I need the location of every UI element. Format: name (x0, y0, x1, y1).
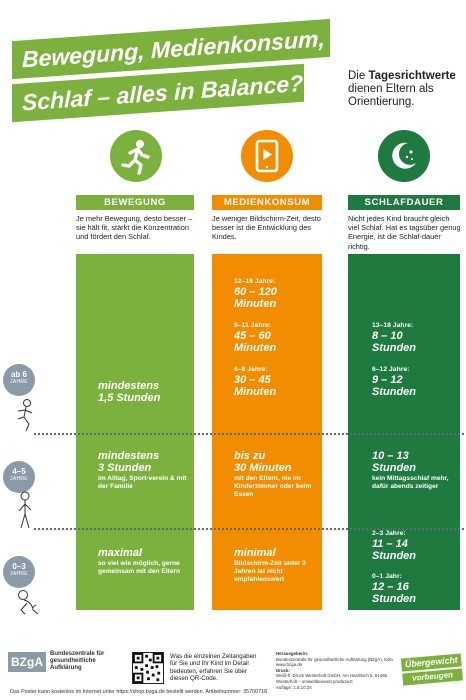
imprint-line: Weiß-fr. Druck Westerholt GmbH, Am Hardtloch 5, 51465 Westerholt – umweltbewusst produziert (276, 673, 388, 684)
schlafdauer-unit: Stunden (372, 550, 416, 562)
schlafdauer-label: 0–1 Jahr: (372, 573, 402, 580)
page-title-line-2: Schlaf – alles in Balance? (12, 64, 304, 122)
schlafdauer-4-5-line1: 10 – 13 (372, 450, 409, 462)
age-badge-value: ab 6 (10, 370, 27, 379)
medienkonsum-unit: Minuten (234, 342, 277, 354)
bewegung-0-3 (98, 547, 190, 576)
age-badge-unit: JAHRE (10, 379, 28, 385)
bewegung-ab-6-line2: 1,5 Stunden (98, 392, 161, 404)
imprint-line: Bundeszentrale für gesundheitliche Aufklärung (BZgA), Köln (276, 656, 393, 662)
imprint-line: Auflage: 1.8.10.24 (276, 684, 312, 690)
medienkonsum-unit: Minuten (234, 386, 277, 398)
medienkonsum-4-5-line2: 30 Minuten (234, 462, 292, 474)
page-title-line-1: Bewegung, Medienkonsum, (12, 19, 330, 79)
schlafdauer-6-12 (372, 366, 458, 398)
medienkonsum-0-3-note: Bildschirm-Zeit unter 3 Jahren ist nicht empfehlenswert (234, 560, 306, 583)
schlafdauer-label: 6–12 Jahre: (372, 366, 410, 373)
age-badge-0-3 (3, 556, 35, 588)
medienkonsum-4-5-line1: bis zu (234, 450, 266, 462)
age-badge-value: 0–3 (12, 562, 26, 571)
medienkonsum-9-11 (234, 322, 320, 354)
tablet-play-icon (241, 130, 293, 182)
page-subtitle (348, 70, 460, 109)
schlafdauer-4-5-line2: Stunden (372, 462, 416, 474)
schlafdauer-0-1 (372, 573, 458, 605)
running-child-icon (12, 398, 38, 432)
bewegung-0-3-line1: maximal (98, 547, 143, 559)
imprint-heading: Druck: (276, 667, 290, 673)
schlafdauer-value: 11 – 14 (372, 538, 408, 550)
medienkonsum-label: 12–16 Jahre: (234, 278, 276, 285)
age-badge-unit: JAHRE (10, 476, 28, 482)
schlafdauer-value: 12 – 16 (372, 581, 409, 593)
bzga-logo: BZgA (8, 652, 46, 672)
campaign-tag-line1: Übergewicht (401, 653, 462, 671)
schlafdauer-value: 9 – 12 (372, 374, 403, 386)
column-heading-medienkonsum: MEDIENKONSUM (212, 195, 322, 210)
schlafdauer-label: 13–18 Jahre: (372, 322, 414, 329)
moon-stars-icon (378, 130, 430, 182)
bewegung-4-5-line2: 3 Stunden (98, 462, 152, 474)
schlafdauer-value: 8 – 10 (372, 330, 403, 342)
schlafdauer-2-3 (372, 530, 458, 562)
bewegung-0-3-note: so viel wie möglich, gerne gemeinsam mit den Eltern (98, 560, 181, 575)
qr-code[interactable] (132, 652, 164, 684)
imprint-line: www.bzga.de (276, 662, 303, 668)
column-description-bewegung: Je mehr Bewegung, desto besser – sie hält fit, stärkt die Konzentration und fördert den Schlaf. (76, 214, 193, 242)
schlafdauer-13-18 (372, 322, 458, 354)
bewegung-4-5-note: im Alltag, Sport-verein & mit der Familie (98, 475, 187, 490)
medienkonsum-label: 6–8 Jahre: (234, 366, 268, 373)
schlafdauer-label: 2–3 Jahre: (372, 530, 406, 537)
campaign-tag-line2: vorbeugen (402, 668, 463, 685)
medienkonsum-value: 45 – 60 (234, 330, 271, 342)
column-heading-schlafdauer: SCHLAFDAUER (348, 195, 460, 210)
bewegung-4-5 (98, 450, 190, 491)
medienkonsum-0-3-line1: minimal (234, 547, 276, 559)
schlafdauer-unit: Stunden (372, 593, 416, 605)
bewegung-ab-6 (98, 380, 190, 404)
schlafdauer-unit: Stunden (372, 342, 416, 354)
toddler-icon (12, 588, 42, 616)
subtitle-prefix: Die (348, 70, 369, 82)
medienkonsum-value: 30 – 45 (234, 374, 271, 386)
schlafdauer-4-5-note: kein Mittagsschlaf mehr, dafür abends zeitiger (372, 475, 449, 490)
column-description-schlafdauer: Nicht jedes Kind braucht gleich viel Schlaf. Hat es tagsüber genug Energie, ist die Schlaf-dauer richtig. (348, 214, 461, 251)
medienkonsum-label: 9–11 Jahre: (234, 322, 272, 329)
medienkonsum-6-8 (234, 366, 320, 398)
medienkonsum-value: 60 – 120 (234, 286, 277, 298)
age-badge-ab-6 (3, 364, 35, 396)
medienkonsum-12-16 (234, 278, 320, 310)
age-badge-unit: JAHRE (10, 571, 28, 577)
age-separator (34, 433, 464, 435)
bewegung-4-5-line1: mindestens (98, 450, 160, 462)
column-description-medienkonsum: Je weniger Bildschirm-Zeit, desto besser ist die Entwicklung des Kindes. (212, 214, 321, 242)
medienkonsum-4-5 (234, 450, 320, 499)
order-note: Das Poster kann kostenlos im Internet unter https://shop.bzga.de bestellt werden. Artikelnummer: 35700718 (10, 689, 268, 695)
schlafdauer-4-5 (372, 450, 458, 491)
imprint-heading: Herausgeberin: (276, 651, 309, 656)
standing-child-icon (12, 490, 38, 530)
organization-name: Bundeszentrale für gesundheitliche Aufklärung (50, 651, 105, 671)
subtitle-rest: dienen Eltern als Orientierung. (348, 83, 434, 108)
running-person-icon (110, 130, 162, 182)
schlafdauer-unit: Stunden (372, 386, 416, 398)
campaign-tag (401, 653, 463, 686)
medienkonsum-4-5-note: mit den Eltern, nie im Kinderzimmer oder beim Essen (234, 475, 312, 498)
bewegung-ab-6-line1: mindestens (98, 380, 160, 392)
age-badge-4-5 (3, 461, 35, 493)
column-heading-bewegung: BEWEGUNG (76, 195, 194, 210)
medienkonsum-unit: Minuten (234, 298, 277, 310)
qr-code-description: Was die einzelnen Zeitangaben für Sie und Ihr Kind im Detail bedeuten, erfahren Sie über diesen QR-Code. (170, 653, 257, 683)
medienkonsum-0-3 (234, 547, 320, 584)
imprint (276, 651, 394, 690)
age-badge-value: 4–5 (12, 467, 26, 476)
subtitle-bold: Tagesrichtwerte (368, 70, 456, 82)
